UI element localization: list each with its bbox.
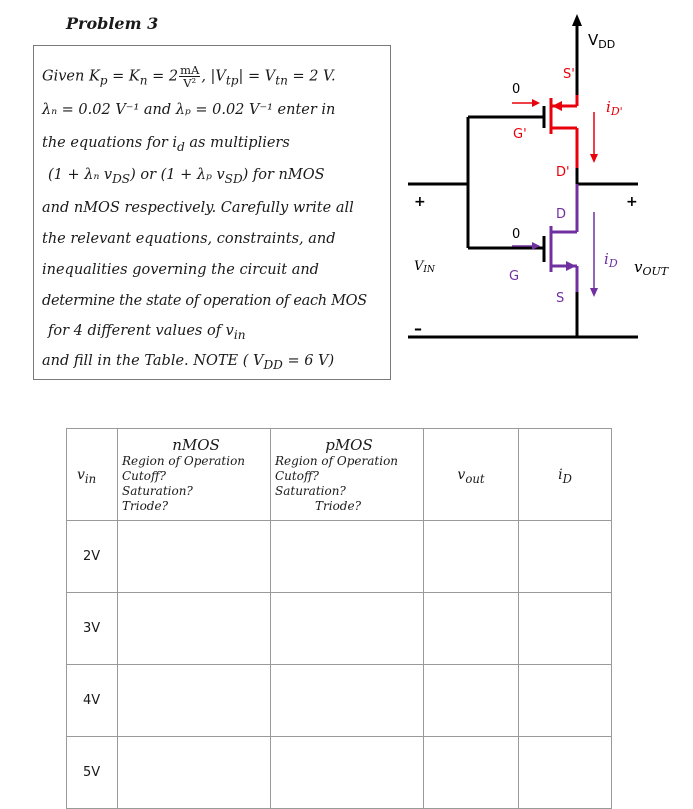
pmos-answer-cell[interactable]	[271, 521, 424, 593]
pmos-source-label: S'	[563, 67, 575, 82]
nmos-transistor	[468, 184, 577, 292]
nmos-drain-label: D	[556, 207, 567, 222]
given-line-7: inequalities governing the circuit and	[42, 262, 319, 278]
nmos-answer-cell[interactable]	[118, 521, 271, 593]
vout-answer-cell[interactable]	[424, 737, 519, 809]
given-line-5: and nMOS respectively. Carefully write all	[42, 200, 354, 216]
vin-cell: 3V	[67, 593, 118, 665]
input-plus: +	[414, 194, 426, 210]
nmos-source-label: S	[556, 291, 565, 306]
id-answer-cell[interactable]	[519, 737, 612, 809]
col-nmos-header: nMOS Region of Operation Cutoff? Saturation? Triode?	[118, 429, 271, 521]
given-line-10: and fill in the Table. NOTE ( $V_{DD} = 6$ V)	[42, 353, 335, 372]
pmos-answer-cell[interactable]	[271, 665, 424, 737]
id-label: $i_D$	[604, 250, 618, 270]
col-id-header: $i_D$	[519, 429, 612, 521]
table-row	[67, 593, 612, 665]
vout-answer-cell[interactable]	[424, 521, 519, 593]
col-pmos-header: pMOS Region of Operation Cutoff? Saturation? Triode?	[271, 429, 424, 521]
id-answer-cell[interactable]	[519, 521, 612, 593]
cmos-inverter-circuit	[400, 0, 693, 360]
id-answer-cell[interactable]	[519, 665, 612, 737]
pmos-gate-zero: 0	[512, 82, 521, 97]
vdd-label: $V_{DD}$	[588, 31, 616, 51]
given-line-1: Given $K_p = K_n = 2$ $\frac{mA}{\text{V²}}$ , $|V_{tp}| = V_{tn} = 2$ V.	[42, 63, 336, 90]
pmos-source-arrow-icon	[552, 101, 562, 111]
given-line-9: for 4 different values of $v_{in}$	[48, 323, 246, 342]
col-vin-header: $v_{in}$	[67, 429, 118, 521]
id-prime-arrow-icon	[590, 154, 598, 163]
nmos-answer-cell[interactable]	[118, 665, 271, 737]
vin-label: VIN	[414, 259, 435, 275]
vout-answer-cell[interactable]	[424, 665, 519, 737]
unit-fraction: $\frac{mA}{\text{V²}}$	[180, 63, 200, 90]
id-answer-cell[interactable]	[519, 593, 612, 665]
pmos-gate-arrow-icon	[532, 99, 540, 107]
table-header-row	[67, 429, 612, 521]
given-line-4: (1 + λₙ $v_{DS}$) or (1 + λₚ $v_{SD}$) for nMOS	[48, 167, 325, 186]
table-row	[67, 737, 612, 809]
given-line-3: the equations for $i_d$ as multipliers	[42, 135, 290, 154]
nmos-answer-cell[interactable]	[118, 737, 271, 809]
id-prime-label: $i_{D'}$	[606, 98, 623, 118]
id-arrow-icon	[590, 288, 598, 297]
vout-label: $v_{OUT}$	[634, 258, 669, 278]
given-line-8: determine the state of operation of each MOS	[42, 293, 367, 309]
vout-answer-cell[interactable]	[424, 593, 519, 665]
nmos-answer-cell[interactable]	[118, 593, 271, 665]
vin-cell: 2V	[67, 521, 118, 593]
pmos-gate-label: G'	[513, 127, 527, 142]
vdd-arrow-icon	[572, 14, 582, 26]
table-row	[67, 665, 612, 737]
given-box	[33, 45, 391, 380]
nmos-source-arrow-icon	[566, 261, 576, 271]
input-minus: –	[414, 319, 422, 338]
vin-cell: 4V	[67, 665, 118, 737]
given-line-6: the relevant equations, constraints, and	[42, 231, 336, 247]
problem-title: Problem 3	[66, 14, 159, 33]
given-line-2: λₙ = 0.02 V⁻¹ and λₚ = 0.02 V⁻¹ enter in	[42, 102, 336, 118]
col-vout-header: $v_{out}$	[424, 429, 519, 521]
output-plus: +	[626, 194, 638, 210]
pmos-answer-cell[interactable]	[271, 593, 424, 665]
nmos-gate-zero: 0	[512, 227, 521, 242]
pmos-drain-label: D'	[556, 165, 570, 180]
table-row	[67, 521, 612, 593]
pmos-answer-cell[interactable]	[271, 737, 424, 809]
nmos-gate-label: G	[509, 269, 520, 284]
vin-cell: 5V	[67, 737, 118, 809]
results-table	[66, 428, 612, 809]
